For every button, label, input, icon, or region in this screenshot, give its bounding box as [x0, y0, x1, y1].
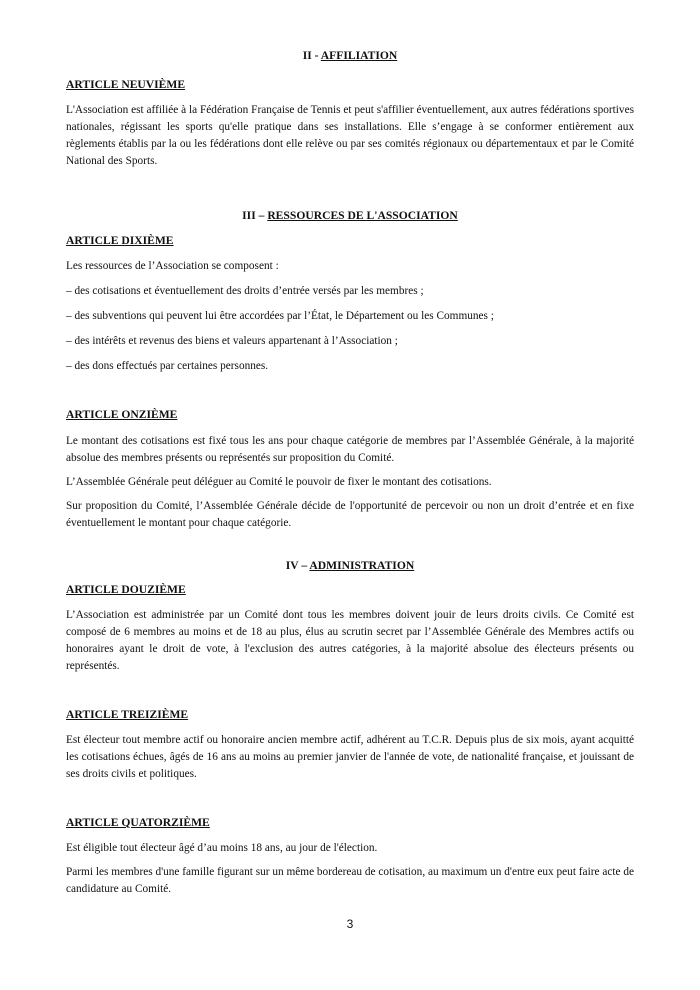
article-paragraph: L'Association est affiliée à la Fédération Française de Tennis et peut s'affilier éventuellement, aux autres fédérations sportives nationales, régissant les sports qu'elle pratique dans ses installations. Elle s’engage à se conformer entièrement aux règlements établis par la ou les fédérations dont elle relève ou par ses comités régionaux ou départementaux et par le Comité National des Sports. — [66, 104, 634, 167]
article-paragraph: Le montant des cotisations est fixé tous les ans pour chaque catégorie de membres par l’Assemblée Générale, à la majorité absolue des membres présents ou représentés sur proposition du Comité. — [66, 435, 634, 464]
section-title-administration — [66, 557, 634, 575]
article-paragraph: Est éligible tout électeur âgé d’au moins 18 ans, au jour de l'élection. — [66, 842, 378, 854]
article-title-treizieme: ARTICLE TREIZIÈME — [66, 708, 189, 721]
article-title-onzieme: ARTICLE ONZIÈME — [66, 408, 178, 421]
section-title-text: RESSOURCES DE L'ASSOCIATION — [267, 209, 458, 222]
list-item: – des intérêts et revenus des biens et valeurs appartenant à l’Association ; — [66, 335, 398, 347]
list-item: – des subventions qui peuvent lui être accordées par l’État, le Département ou les Communes ; — [66, 310, 494, 322]
section-prefix: III – — [242, 209, 268, 222]
page-number: 3 — [346, 917, 354, 931]
article-intro: Les ressources de l’Association se composent : — [66, 260, 279, 272]
article-paragraph: L’Assemblée Générale peut déléguer au Comité le pouvoir de fixer le montant des cotisations. — [66, 476, 492, 488]
article-title-dixieme: ARTICLE DIXIÈME — [66, 234, 174, 247]
list-item: – des dons effectués par certaines personnes. — [66, 360, 269, 372]
list-item: – des cotisations et éventuellement des droits d’entrée versés par les membres ; — [66, 285, 424, 297]
section-prefix: IV – — [285, 559, 310, 572]
article-paragraph: Parmi les membres d'une famille figurant sur un même bordereau de cotisation, au maximum un d'entre eux peut faire acte de candidature au Comité. — [66, 866, 634, 895]
section-title-text: ADMINISTRATION — [309, 559, 415, 572]
document-page — [66, 47, 634, 898]
article-title-quatorzieme: ARTICLE QUATORZIÈME — [66, 816, 210, 829]
section-title-affiliation — [66, 47, 634, 65]
section-prefix: II - — [302, 49, 321, 62]
section-title-text: AFFILIATION — [320, 49, 398, 62]
article-paragraph: Sur proposition du Comité, l’Assemblée Générale décide de l'opportunité de percevoir ou non un droit d’entrée et en fixe éventuellement le montant pour chaque catégorie. — [66, 500, 634, 529]
section-title-ressources — [66, 207, 634, 225]
article-title-neuvieme: ARTICLE NEUVIÈME — [66, 78, 186, 91]
article-paragraph: Est électeur tout membre actif ou honoraire ancien membre actif, adhérent au T.C.R. Depuis plus de six mois, ayant acquitté les cotisations échues, âgés de 16 ans au moins au premier janvier de l'année de vote, de nationalité française, et jouissant de ses droits civils et politiques. — [66, 734, 634, 780]
article-paragraph: L’Association est administrée par un Comité dont tous les membres doivent jouir de leurs droits civils. Ce Comité est composé de 6 membres au moins et de 18 au plus, élus au scrutin secret par l’Assemblée Générale des Membres actifs ou honoraires ayant le droit de vote, à l'exclusion des autres catégories, à la majorité absolue des électeurs présents ou représentés. — [66, 609, 634, 672]
article-title-douzieme: ARTICLE DOUZIÈME — [66, 583, 186, 596]
